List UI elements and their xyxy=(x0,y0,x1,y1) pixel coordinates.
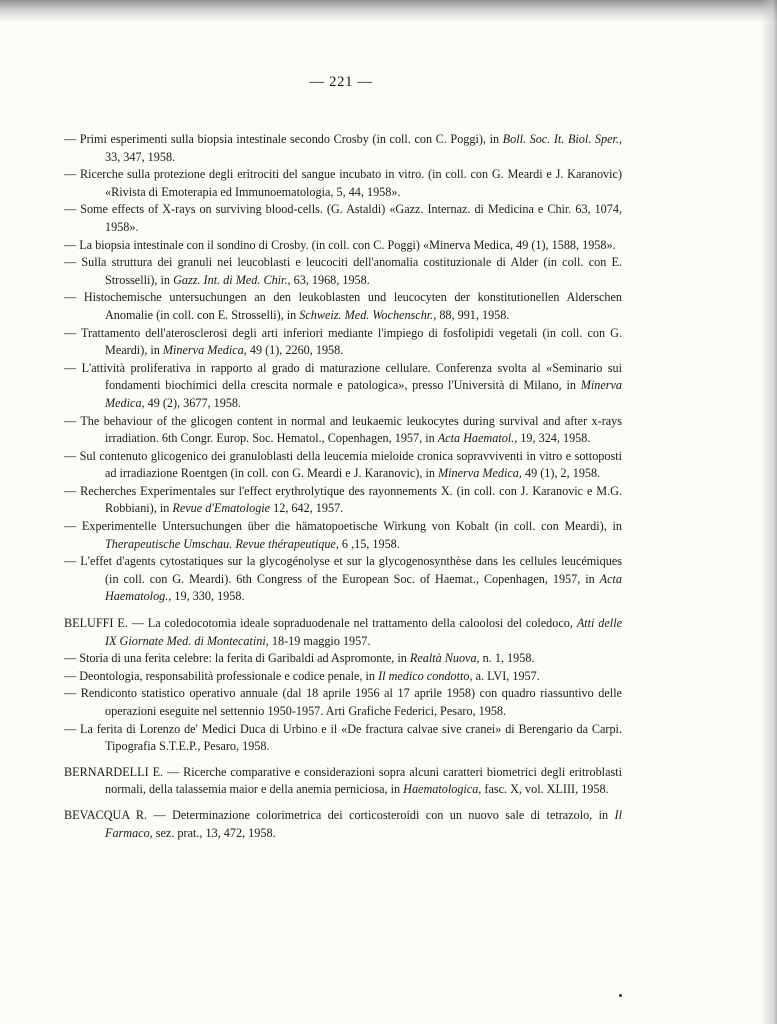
bibliography-entry xyxy=(64,254,622,289)
entry-citation: 63, 1968, 1958. xyxy=(290,272,370,287)
entry-text: BERNARDELLI E. — Ricerche comparative e considerazioni sopra alcuni caratteri biometrici degli eritroblasti normali, della talassemia maior e della anemia perniciosa, in xyxy=(64,764,622,797)
bibliography-list xyxy=(64,131,622,842)
entry-citation: fasc. X, vol. XLIII, 1958. xyxy=(481,782,609,797)
entry-text: BELUFFI E. — La coledocotomia ideale sopraduodenale nel trattamento della caloolosi del coledoco, xyxy=(64,616,577,631)
entry-text: — Some effects of X-rays on surviving blood-cells. (G. Astaldi) «Gazz. Internaz. di Medicina e Chir. 63, 1074, 1958». xyxy=(64,202,622,234)
bibliography-entry xyxy=(64,325,622,360)
bibliography-entry xyxy=(64,668,622,686)
entry-journal: Therapeutische Umschau. Revue thérapeutique, xyxy=(105,536,339,551)
bibliography-entry xyxy=(64,721,622,756)
entry-citation: sez. prat., 13, 472, 1958. xyxy=(152,825,276,840)
entry-journal: Atti delle IX Giornate Med. di Montecatini, xyxy=(105,616,622,648)
entry-text: — Sul contenuto glicogenico dei granuloblasti della leucemia mieloide cronica sopravviventi in vitro e sottoposti ad irradiazione Roentgen (in coll. con G. Meardi e J. Karanovic), in xyxy=(64,448,622,481)
entry-text: — Experimentelle Untersuchungen über die hämatopoetische Wirkung von Kobalt (in coll. con Meardi), in xyxy=(64,519,622,534)
bibliography-author-entry xyxy=(64,807,622,842)
entry-citation: n. 1, 1958. xyxy=(479,651,535,666)
bibliography-entry xyxy=(64,413,622,448)
bibliography-entry xyxy=(64,131,622,166)
entry-citation: 12, 642, 1957. xyxy=(270,501,344,516)
entry-citation: 18-19 maggio 1957. xyxy=(268,633,371,648)
entry-text: — Deontologia, responsabilità professionale e codice penale, in xyxy=(64,668,379,683)
entry-text: — L'attività proliferativa in rapporto al grado di maturazione cellulare. Conferenza svolta al «Seminario sui fondamenti biochimici della crescita normale e patologica», presso l'Università di Milano, in xyxy=(64,360,622,393)
entry-text: — Sulla struttura dei granuli nei leucoblasti e leucociti dell'anomalia costituzionale di Alder (in coll. con E. Strosselli), in xyxy=(64,255,622,287)
entry-text: — La ferita di Lorenzo de' Medici Duca di Urbino e il «De fractura calvae sive cranei» di Berengario da Carpi. Tipografia S.T.E.P., Pesaro, 1958. xyxy=(64,721,622,754)
entry-text: — Trattamento dell'aterosclerosi degli arti inferiori mediante l'impiego di fosfolipidi vegetali (in coll. con G. Meardi), in xyxy=(64,325,622,358)
entry-text: — La biopsia intestinale con il sondino di Crosby. (in coll. con C. Poggi) «Minerva Medica, 49 (1), 1588, 1958». xyxy=(64,237,616,252)
bibliography-entry xyxy=(64,237,622,255)
entry-text: — The behaviour of the glicogen content in normal and leukaemic leukocytes during survival and after x-rays irradiation. 6th Congr. Europ. Soc. Hematol., Copenhagen, 1957, in xyxy=(64,413,622,446)
entry-text: — Primi esperimenti sulla biopsia intestinale secondo Crosby (in coll. con C. Poggi), in xyxy=(64,132,503,146)
entry-journal: Il medico condotto, xyxy=(378,668,473,683)
scan-shadow-top xyxy=(0,0,777,22)
bibliography-entry xyxy=(64,483,622,518)
entry-text: — Histochemische untersuchungen an den leukoblasten und leucocyten der konstitutionellen Alderschen Anomalie (in coll. con E. Strosselli), in xyxy=(64,290,622,322)
entry-citation: 49 (2), 3677, 1958. xyxy=(144,395,242,410)
bibliography-entry xyxy=(64,360,622,413)
bibliography-entry xyxy=(64,685,622,720)
entry-text: — Recherches Experimentales sur l'effect erythrolytique des rayonnements X. (in coll. con J. Karanovic e M.G. Robbiani), in xyxy=(64,483,622,516)
entry-journal: Acta Haematol., xyxy=(437,431,518,446)
entry-citation: 49 (1), 2, 1958. xyxy=(521,466,601,481)
entry-journal: Revue d'Ematologie xyxy=(172,501,271,516)
entry-citation: 19, 330, 1958. xyxy=(171,589,245,604)
bibliography-entry xyxy=(64,518,622,553)
bibliography-entry xyxy=(64,553,622,606)
entry-journal: Acta Haematolog., xyxy=(105,571,622,604)
scan-speck xyxy=(619,994,622,997)
bibliography-entry xyxy=(64,289,622,324)
bibliography-entry xyxy=(64,201,622,236)
entry-journal: Haematologica, xyxy=(403,782,482,797)
bibliography-entry xyxy=(64,650,622,668)
entry-text: — Ricerche sulla protezione degli eritrociti del sangue incubato in vitro. (in coll. con G. Meardi e J. Karanovic) «Rivista di Emoterapia ed Immunoematologia, 5, 44, 1958». xyxy=(64,167,622,199)
scan-shadow-right xyxy=(761,0,777,1024)
entry-text: — Rendiconto statistico operativo annuale (dal 18 aprile 1956 al 17 aprile 1958) con quadro riassuntivo delle operazioni eseguite nel settennio 1950-1957. Arti Grafiche Federici, Pesaro, 1958. xyxy=(64,686,622,718)
entry-journal: Minerva Medica, xyxy=(438,466,522,481)
bibliography-entry xyxy=(64,166,622,201)
entry-journal: Schweiz. Med. Wochenschr., xyxy=(299,307,437,322)
entry-citation: 33, 347, 1958. xyxy=(105,149,176,164)
entry-journal: Minerva Medica, xyxy=(162,343,247,358)
entry-citation: a. LVI, 1957. xyxy=(472,668,540,683)
bibliography-author-entry xyxy=(64,764,622,799)
entry-journal: Gazz. Int. di Med. Chir., xyxy=(173,272,291,287)
entry-citation: 19, 324, 1958. xyxy=(517,431,591,446)
page-number: — 221 — xyxy=(309,74,373,90)
entry-citation: 6 ,15, 1958. xyxy=(338,536,400,551)
entry-citation: 88, 991, 1958. xyxy=(436,307,510,322)
entry-journal: Minerva Medica, xyxy=(105,378,622,410)
entry-text: — Storia di una ferita celebre: la ferita di Garibaldi ad Aspromonte, in xyxy=(64,651,410,666)
entry-text: BEVACQUA R. — Determinazione colorimetrica dei corticosteroidi con un nuovo sale di tetrazolo, in xyxy=(64,807,615,822)
entry-journal: Realtà Nuova, xyxy=(409,651,480,666)
entry-journal: Il Farmaco, xyxy=(105,807,622,840)
entry-text: — L'effet d'agents cytostatiques sur la glycogénolyse et sur la glycogenosynthèse dans les cellules leucémiques (in coll. con G. Meardi). 6th Congress of the European Soc. of Haemat., Copenhagen, 1957, in xyxy=(64,554,622,586)
bibliography-author-entry xyxy=(64,615,622,650)
bibliography-entry xyxy=(64,448,622,483)
entry-citation: 49 (1), 2260, 1958. xyxy=(246,343,344,358)
entry-journal: Boll. Soc. It. Biol. Sper., xyxy=(502,132,622,146)
